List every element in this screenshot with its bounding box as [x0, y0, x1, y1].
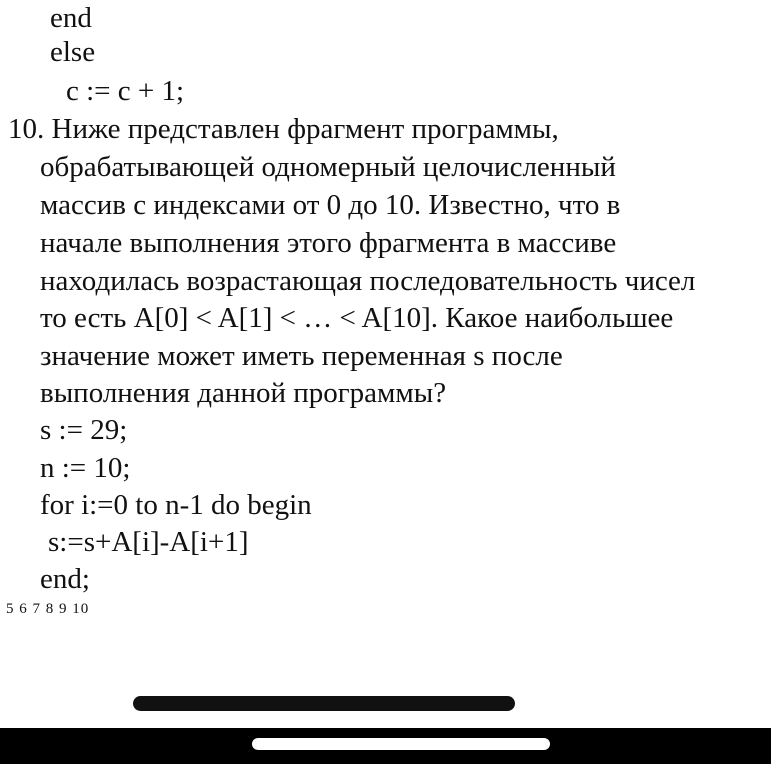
question-10-text-line-6: то есть A[0] < A[1] < … < A[10]. Какое наибольшее [40, 302, 674, 334]
question-10-text-line-1: 10. Ниже представлен фрагмент программы, [8, 113, 559, 145]
code-line-for-loop: for i:=0 to n-1 do begin [40, 489, 312, 521]
code-line-end-2: end; [40, 563, 90, 595]
page-numbers: 5 6 7 8 9 10 [6, 601, 90, 617]
code-line-end-1: end [50, 2, 92, 34]
home-indicator[interactable] [252, 738, 550, 750]
question-10-text-line-7: значение может иметь переменная s после [40, 340, 563, 372]
code-line-increment: c := c + 1; [66, 75, 185, 107]
code-line-else: else [50, 36, 96, 68]
code-line-n-init: n := 10; [40, 452, 131, 484]
code-line-loop-body: s:=s+A[i]-A[i+1] [48, 526, 249, 558]
question-10-text-line-2: обрабатывающей одномерный целочисленный [40, 151, 616, 183]
scroll-indicator[interactable] [133, 696, 515, 711]
question-10-text-line-8: выполнения данной программы? [40, 377, 447, 409]
question-10-text-line-4: начале выполнения этого фрагмента в массиве [40, 227, 617, 259]
system-bottom-bar [0, 728, 771, 764]
question-10-text-line-3: массив с индексами от 0 до 10. Известно, что в [40, 189, 621, 221]
question-10-text-line-5: находилась возрастающая последовательность чисел [40, 265, 696, 297]
code-line-s-init: s := 29; [40, 414, 128, 446]
